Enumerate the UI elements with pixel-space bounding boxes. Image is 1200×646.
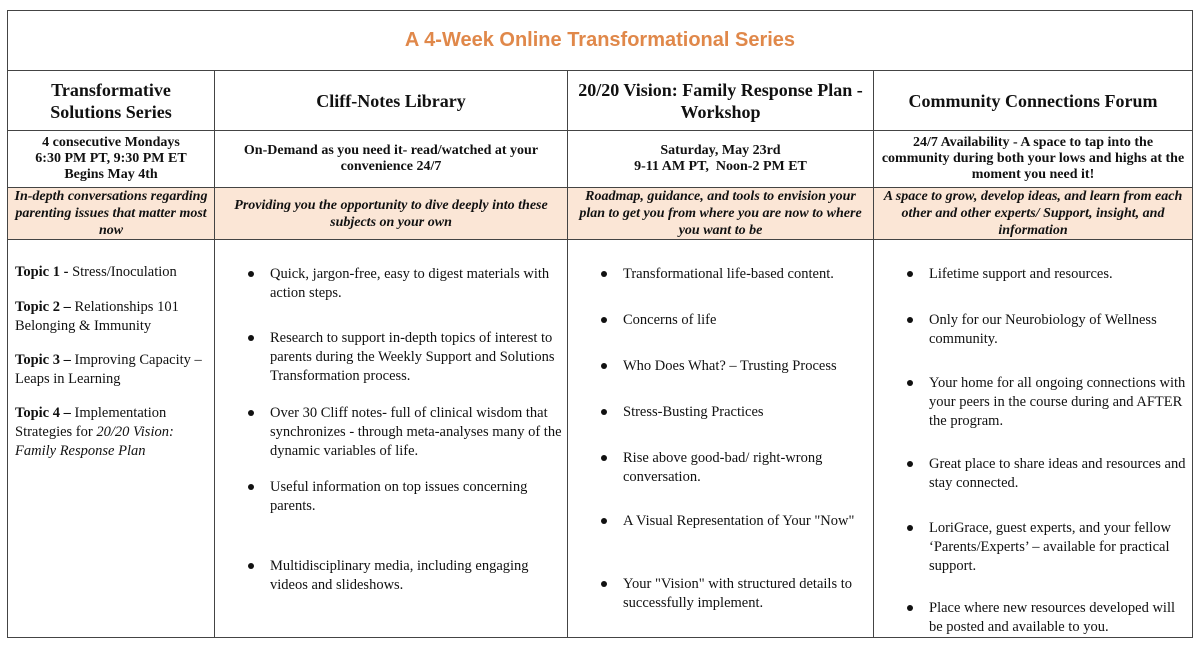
column-schedule: On-Demand as you need it- read/watched at your convenience 24/7	[243, 142, 539, 174]
topic-item	[15, 263, 211, 282]
bullet-icon	[601, 409, 607, 415]
topic-text: Stress/Inoculation	[68, 264, 177, 280]
topic-item	[15, 298, 211, 336]
page-title: A 4-Week Online Transformational Series	[8, 11, 1192, 71]
topic-text: Relationships 101 Belonging & Immunity	[15, 299, 179, 334]
topic-text: Implementation Strategies for	[15, 405, 167, 440]
column-tagline: Roadmap, guidance, and tools to envision your plan to get you from where you are now to where you want to be	[568, 187, 873, 240]
bullet-icon	[248, 484, 254, 490]
column-community-connections-forum	[874, 71, 1192, 637]
column-tagline: Providing you the opportunity to dive deeply into these subjects on your own	[215, 187, 567, 240]
bullet-icon	[907, 461, 913, 467]
bullet-icon	[907, 271, 913, 277]
column-schedule	[568, 131, 873, 186]
bullet-icon	[601, 518, 607, 524]
bullet-icon	[601, 363, 607, 369]
schedule-line: 6:30 PM PT, 9:30 PM ET	[35, 150, 187, 166]
bullet-list: Quick, jargon-free, easy to digest materials with action steps. Research to support in-depth topics of interest to parents during the Weekly Support and Solutions Transformation process. Over 30 Cliff notes- full of clinical wisdom that synchronizes - through meta-analyses many of the dynamic variables of life. Useful information on top issues concerning parents. Multidisciplinary media, including engaging videos and slideshows.	[215, 240, 567, 637]
topic-italic: 20/20 Vision: Family Response Plan	[15, 424, 174, 459]
column-transformative-solutions	[8, 71, 215, 637]
topic-label: Topic 4 –	[15, 405, 71, 421]
column-heading: 20/20 Vision: Family Response Plan - Workshop	[568, 71, 873, 131]
column-20-20-vision-workshop	[568, 71, 874, 637]
bullet-icon	[248, 271, 254, 277]
topic-list	[8, 240, 214, 637]
topic-label: Topic 2 –	[15, 299, 71, 315]
bullet-icon	[248, 335, 254, 341]
bullet-icon	[601, 317, 607, 323]
column-tagline: In-depth conversations regarding parenting issues that matter most now	[8, 187, 214, 240]
column-heading: Community Connections Forum	[874, 71, 1192, 131]
topic-item	[15, 404, 211, 461]
bullet-list: Transformational life-based content. Concerns of life Who Does What? – Trusting Process Stress-Busting Practices Rise above good-bad/ right-wrong conversation. A Visual Representation of Your "Now" Your "Vision" with structured details to successfully implement.	[568, 240, 873, 637]
bullet-icon	[601, 271, 607, 277]
column-schedule: 24/7 Availability - A space to tap into the community during both your lows and highs at the moment you need it!	[881, 134, 1185, 182]
bullet-icon	[907, 380, 913, 386]
topic-label: Topic 1 -	[15, 264, 69, 280]
bullet-icon	[907, 525, 913, 531]
schedule-line: 4 consecutive Mondays	[42, 134, 180, 150]
topic-item	[15, 351, 211, 389]
schedule-line: 9-11 AM PT, Noon-2 PM ET	[634, 158, 807, 174]
topic-label: Topic 3 –	[15, 352, 71, 368]
program-table	[7, 10, 1193, 638]
column-schedule	[8, 131, 214, 186]
bullet-icon	[907, 605, 913, 611]
column-tagline: A space to grow, develop ideas, and learn from each other and other experts/ Support, insight, and information	[874, 187, 1192, 240]
column-heading: Cliff-Notes Library	[215, 71, 567, 131]
bullet-icon	[907, 317, 913, 323]
bullet-icon	[601, 455, 607, 461]
topic-text: Improving Capacity – Leaps in Learning	[15, 352, 202, 387]
bullet-icon	[601, 581, 607, 587]
column-heading: Transformative Solutions Series	[8, 71, 214, 131]
schedule-line: Saturday, May 23rd	[660, 142, 781, 158]
bullet-list: Lifetime support and resources. Only for our Neurobiology of Wellness community. Your home for all ongoing connections with your peers in the course during and AFTER the program. Great place to share ideas and resources and stay connected. LoriGrace, guest experts, and your fellow ‘Parents/Experts’ – available for practical support. Place where new resources developed will be posted and available to you.	[874, 240, 1192, 637]
schedule-line: Begins May 4th	[64, 166, 158, 182]
bullet-icon	[248, 563, 254, 569]
column-cliff-notes-library	[215, 71, 568, 637]
bullet-icon	[248, 410, 254, 416]
